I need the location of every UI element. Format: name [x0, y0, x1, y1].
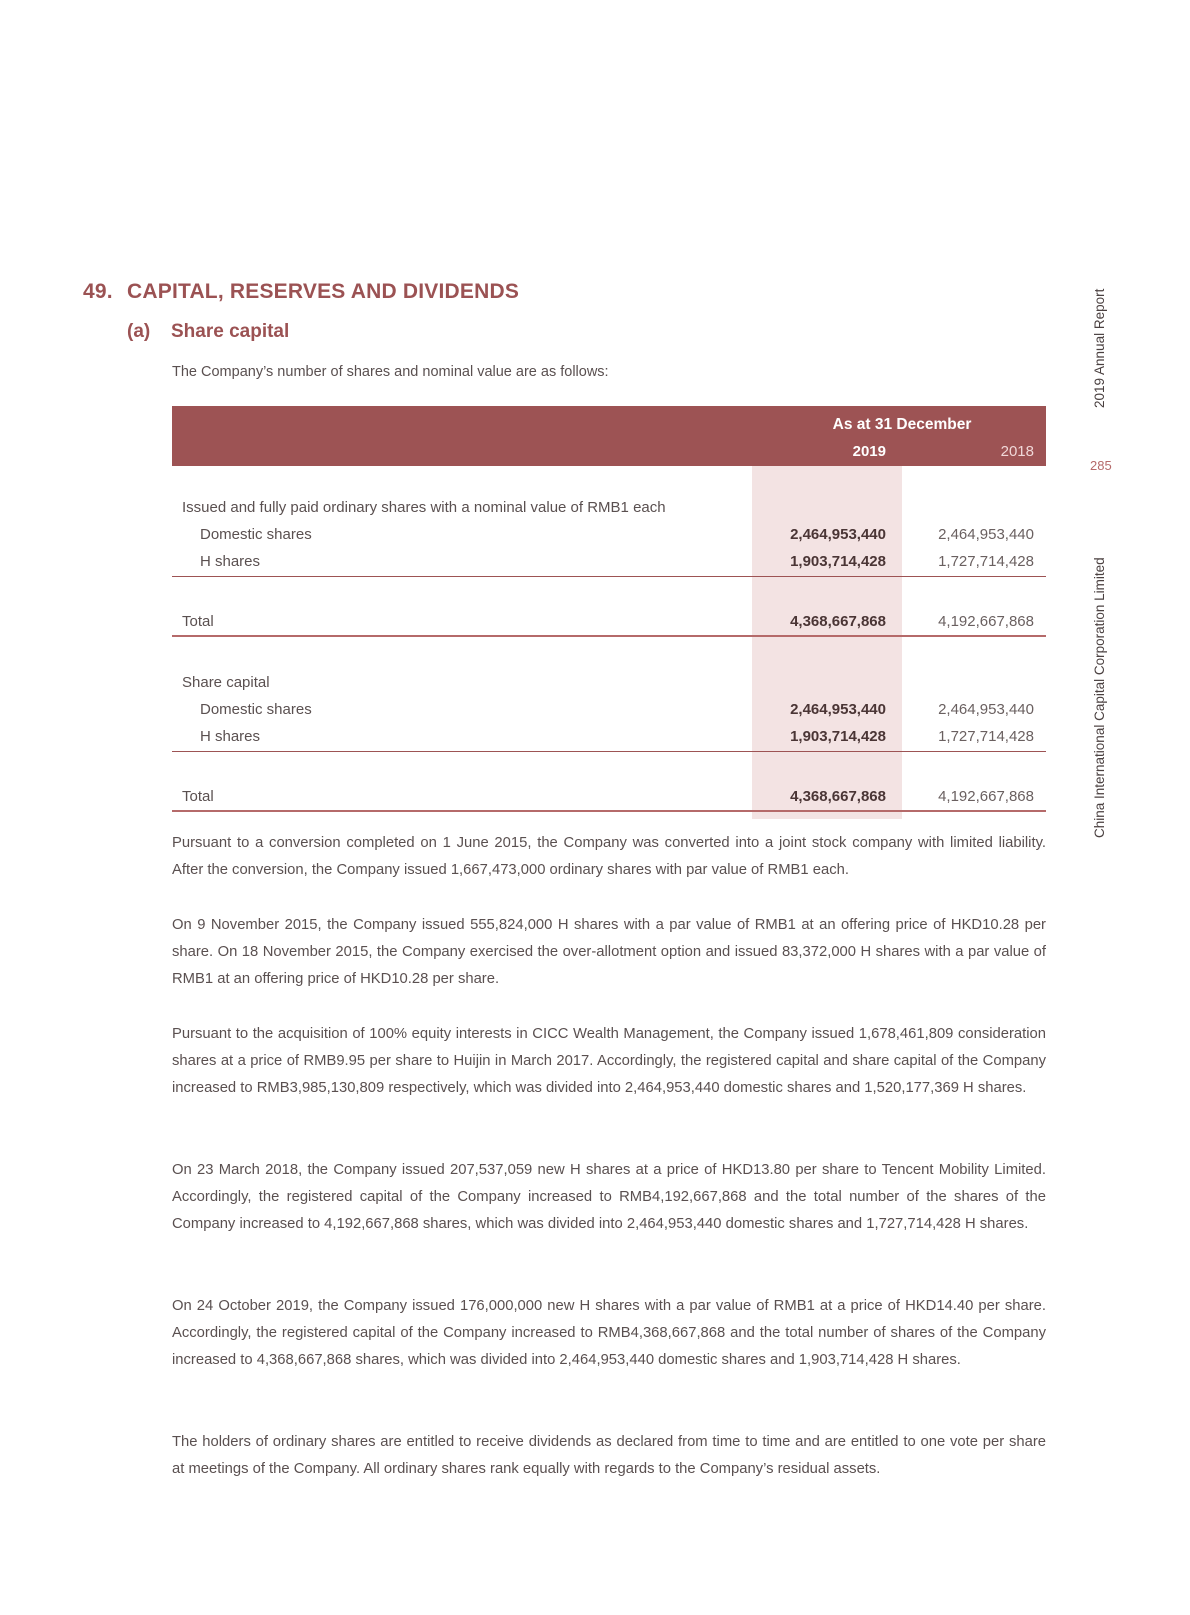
row-label: Issued and fully paid ordinary shares with a nominal value of RMB1 each — [182, 499, 666, 516]
running-header-report — [1088, 270, 1112, 410]
row-label: H shares — [200, 553, 261, 570]
subsection-title — [127, 321, 289, 343]
section-heading: CAPITAL, RESERVES AND DIVIDENDS — [127, 280, 520, 303]
subsection-heading: Share capital — [171, 321, 290, 342]
value-2018: 1,727,714,428 — [938, 728, 1034, 745]
row-label: H shares — [200, 728, 261, 745]
value-2018: 4,192,667,868 — [938, 613, 1034, 630]
period-header: As at 31 December — [832, 416, 972, 433]
value-2019: 1,903,714,428 — [790, 728, 886, 745]
value-2019: 4,368,667,868 — [790, 788, 886, 805]
paragraph: Pursuant to the acquisition of 100% equity interests in CICC Wealth Management, the Company issued 1,678,461,809 consideration shares at a price of RMB9.95 per share to Huijin in March 2017. Accordingly, the registered capital and share capital of the Company increased to RMB3,985,130,809 respectively, which was divided into 2,464,953,440 domestic shares and 1,520,177,369 H shares. — [172, 1026, 1046, 1096]
table-header — [172, 406, 1046, 466]
paragraph: On 9 November 2015, the Company issued 555,824,000 H shares with a par value of RMB1 at an offering price of HKD10.28 per share. On 18 November 2015, the Company exercised the over-allotment option and issued 83,372,000 H shares with a par value of RMB1 at an offering price of HKD10.28 per share. — [172, 917, 1046, 987]
report-title: 2019 Annual Report — [1092, 288, 1107, 408]
divider — [172, 635, 1046, 637]
value-2019: 1,903,714,428 — [790, 553, 886, 570]
paragraph: The holders of ordinary shares are entitled to receive dividends as declared from time to time and are entitled to one vote per share at meetings of the Company. All ordinary shares rank equally with regards to the Company’s residual assets. — [172, 1434, 1046, 1477]
row-label: Domestic shares — [200, 701, 312, 718]
value-2019: 4,368,667,868 — [790, 613, 886, 630]
section-number: 49. — [83, 280, 113, 303]
table-row — [172, 550, 1046, 576]
page-number: 285 — [1090, 458, 1112, 473]
column-2019: 2019 — [852, 443, 886, 460]
column-2018: 2018 — [1000, 443, 1034, 460]
table-row — [172, 698, 1046, 724]
paragraph: Pursuant to a conversion completed on 1 June 2015, the Company was converted into a joint stock company with limited liability. After the conversion, the Company issued 1,667,473,000 ordinary shares with par value of RMB1 each. — [172, 835, 1046, 878]
total-row — [172, 610, 1046, 636]
running-header-company — [1088, 525, 1112, 845]
divider — [172, 810, 1046, 812]
row-label: Total — [182, 613, 214, 630]
table-row — [172, 725, 1046, 751]
divider — [172, 576, 1046, 577]
share-capital-table — [172, 406, 1046, 805]
value-2018: 1,727,714,428 — [938, 553, 1034, 570]
row-label: Domestic shares — [200, 526, 312, 543]
capital-heading-row — [172, 671, 1046, 697]
company-name: China International Capital Corporation Limited — [1092, 557, 1107, 838]
paragraph: On 23 March 2018, the Company issued 207,537,059 new H shares at a price of HKD13.80 per share to Tencent Mobility Limited. Accordingly, the registered capital of the Company increased to RMB4,192,667,868 and the total number of the shares of the Company increased to 4,192,667,868 shares, which was divided into 2,464,953,440 domestic shares and 1,727,714,428 H shares. — [172, 1162, 1046, 1232]
value-2018: 2,464,953,440 — [938, 701, 1034, 718]
row-label: Total — [182, 788, 214, 805]
row-label: Share capital — [182, 674, 270, 691]
section-title — [83, 280, 519, 304]
intro-text: The Company’s number of shares and nominal value are as follows: — [172, 364, 609, 380]
value-2018: 4,192,667,868 — [938, 788, 1034, 805]
subsection-label: (a) — [127, 321, 151, 342]
table-row — [172, 523, 1046, 549]
total-row — [172, 785, 1046, 811]
divider — [172, 751, 1046, 752]
issued-heading-row — [172, 496, 1046, 522]
value-2018: 2,464,953,440 — [938, 526, 1034, 543]
value-2019: 2,464,953,440 — [790, 526, 886, 543]
value-2019: 2,464,953,440 — [790, 701, 886, 718]
paragraph: On 24 October 2019, the Company issued 176,000,000 new H shares with a par value of RMB1 at a price of HKD14.40 per share. Accordingly, the registered capital of the Company increased to RMB4,368,667,868 and the total number of shares of the Company increased to 4,368,667,868 shares, which was divided into 2,464,953,440 domestic shares and 1,903,714,428 H shares. — [172, 1298, 1046, 1368]
